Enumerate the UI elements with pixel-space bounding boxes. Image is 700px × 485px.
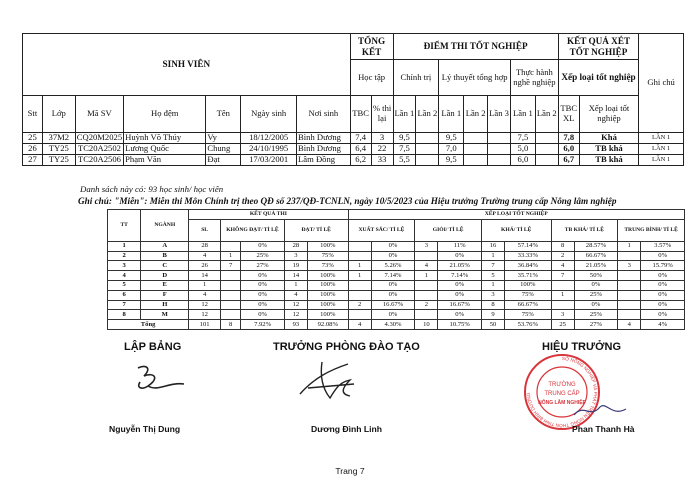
summary-cell: 11%: [438, 241, 481, 251]
summary-cell: 0%: [641, 280, 685, 290]
summary-cell: B: [141, 251, 189, 261]
summary-total-cell: 10: [415, 320, 438, 330]
cell-tbc: 6,2: [350, 155, 371, 166]
cell-tbcxl: 6,7: [558, 155, 579, 166]
summary-cell: 0%: [241, 241, 284, 251]
summary-cell: 7: [221, 261, 241, 271]
summary-cell: 26: [189, 261, 221, 271]
summary-cell: M: [141, 310, 189, 320]
summary-cell: 4: [108, 271, 141, 281]
col-tbc-xl: TBC XL: [558, 96, 579, 133]
summary-cell: 4: [551, 261, 574, 271]
col-xep-loai: Xếp loại tốt nghiệp: [579, 96, 639, 133]
summary-row: [108, 280, 685, 290]
summary-cell: 28: [284, 241, 307, 251]
summary-cell: 1: [348, 261, 371, 271]
summary-cell: 8: [551, 241, 574, 251]
cell-stt: 27: [23, 155, 43, 166]
summary-cell: 0%: [371, 251, 414, 261]
header-ket-qua: KẾT QUẢ XÉT TỐT NGHIỆP: [558, 34, 639, 60]
cell-lop: 37M2: [42, 133, 75, 144]
summary-cell: 0%: [438, 290, 481, 300]
summary-cell: 100%: [308, 290, 349, 300]
summary-cell: 12: [189, 300, 221, 310]
summary-cell: 1: [348, 271, 371, 281]
summary-cell: 19: [284, 261, 307, 271]
cell-ct2: [416, 144, 439, 155]
summary-cell: 25%: [574, 310, 617, 320]
page-number: Trang 7: [335, 466, 365, 476]
sum-header-sl: SL: [189, 219, 221, 241]
cell-th2: [535, 155, 558, 166]
summary-cell: 28: [189, 241, 221, 251]
cell-ma: TC20A2502: [75, 144, 123, 155]
cell-lt3: [488, 133, 511, 144]
summary-cell: [221, 280, 241, 290]
cell-lt3: [488, 144, 511, 155]
summary-total-cell: 7.92%: [241, 320, 284, 330]
summary-cell: 75%: [505, 310, 551, 320]
summary-cell: 100%: [505, 280, 551, 290]
sum-header-kha: KHÁ/ TỈ LỆ: [481, 219, 551, 241]
summary-cell: [221, 271, 241, 281]
summary-cell: 1: [189, 280, 221, 290]
summary-cell: 12: [189, 310, 221, 320]
summary-cell: [618, 251, 641, 261]
summary-cell: 100%: [308, 271, 349, 281]
sum-header-xuat-sac: XUẤT SẮC/ TỈ LỆ: [348, 219, 415, 241]
stamp-line-3: NÔNG LÂM NGHIỆP: [538, 400, 586, 406]
cell-th1: 7,5: [510, 133, 535, 144]
summary-cell: 36.84%: [505, 261, 551, 271]
col-ma-sv: Mã SV: [75, 96, 123, 133]
summary-cell: 66.67%: [505, 300, 551, 310]
signature-right: [570, 395, 630, 425]
cell-tbcxl: 7,8: [558, 133, 579, 144]
summary-cell: 21.05%: [438, 261, 481, 271]
summary-cell: 4: [415, 261, 438, 271]
sum-header-ket-qua-thi: KẾT QUẢ THI: [189, 210, 348, 220]
col-th-lan2: Lần 2: [535, 96, 558, 133]
summary-cell: 100%: [308, 280, 349, 290]
summary-cell: 0%: [241, 280, 284, 290]
header-hoc-tap: Học tập: [350, 60, 393, 96]
summary-cell: [348, 251, 371, 261]
summary-cell: 0%: [438, 280, 481, 290]
col-ten: Tên: [206, 96, 241, 133]
sig-right-title: HIỆU TRƯỞNG: [542, 341, 622, 353]
summary-cell: 1: [481, 251, 504, 261]
cell-noi: Bình Dương: [297, 144, 351, 155]
summary-cell: 33.33%: [505, 251, 551, 261]
summary-cell: [221, 310, 241, 320]
cell-ma: TC20A2506: [75, 155, 123, 166]
cell-ten: Đạt: [206, 155, 241, 166]
sum-header-tt: TT: [108, 210, 141, 242]
summary-cell: 73%: [308, 261, 349, 271]
summary-total-cell: 4: [618, 320, 641, 330]
summary-cell: 1: [221, 251, 241, 261]
summary-cell: E: [141, 280, 189, 290]
cell-lt1: 9,5: [439, 133, 464, 144]
summary-cell: [415, 310, 438, 320]
cell-lt1: 7,0: [439, 144, 464, 155]
summary-total-cell: 27%: [574, 320, 617, 330]
summary-cell: 1: [415, 271, 438, 281]
summary-cell: 4: [189, 290, 221, 300]
summary-cell: 16: [481, 241, 504, 251]
summary-cell: 0%: [641, 251, 685, 261]
summary-cell: [551, 300, 574, 310]
summary-cell: 8: [108, 310, 141, 320]
summary-cell: 4: [189, 251, 221, 261]
cell-th1: 6,0: [510, 155, 535, 166]
summary-cell: 8: [481, 300, 504, 310]
cell-ns: 18/12/2005: [241, 133, 297, 144]
summary-cell: 0%: [241, 271, 284, 281]
summary-cell: 7: [551, 271, 574, 281]
summary-cell: 0%: [438, 310, 481, 320]
summary-cell: 2: [348, 300, 371, 310]
header-ghi-chu: Ghi chú: [639, 34, 684, 133]
summary-total-cell: 53.76%: [505, 320, 551, 330]
cell-ho: Phạm Văn: [124, 155, 206, 166]
summary-cell: [618, 300, 641, 310]
summary-cell: 15.79%: [641, 261, 685, 271]
cell-tl: 33: [371, 155, 393, 166]
stamp-ring-text: SỞ NÔNG NGHIỆP VÀ PHÁT TRIỂN NÔNG THÔN TỈNH BÌNH DƯƠNG: [525, 355, 598, 429]
summary-cell: 0%: [241, 290, 284, 300]
summary-cell: [618, 310, 641, 320]
cell-noi: Lâm Đồng: [297, 155, 351, 166]
summary-total-cell: 93: [284, 320, 307, 330]
summary-cell: 3: [108, 261, 141, 271]
cell-ten: Vy: [206, 133, 241, 144]
summary-cell: 0%: [641, 290, 685, 300]
header-chinh-tri: Chính trị: [393, 60, 439, 96]
sum-header-dat: ĐẠT/ TỈ LỆ: [284, 219, 348, 241]
col-th-lan1: Lần 1: [510, 96, 535, 133]
sig-right-name: Phan Thanh Hà: [572, 424, 635, 434]
summary-row: [108, 251, 685, 261]
summary-cell: 27%: [241, 261, 284, 271]
cell-th1: 5,0: [510, 144, 535, 155]
cell-gc: LẦN 1: [639, 155, 684, 166]
summary-cell: 100%: [308, 241, 349, 251]
summary-cell: 50%: [574, 271, 617, 281]
summary-cell: 100%: [308, 300, 349, 310]
cell-xl: TB khá: [579, 144, 639, 155]
summary-cell: 0%: [574, 300, 617, 310]
summary-cell: 16.67%: [438, 300, 481, 310]
summary-cell: 57.14%: [505, 241, 551, 251]
cell-tbc: 6,4: [350, 144, 371, 155]
cell-lop: TY25: [42, 144, 75, 155]
summary-total-cell: 101: [189, 320, 221, 330]
summary-total-cell: 4: [348, 320, 371, 330]
table-row: [23, 155, 684, 166]
sum-header-nganh: NGÀNH: [141, 210, 189, 242]
header-sinh-vien: SINH VIÊN: [23, 34, 351, 96]
cell-stt: 26: [23, 144, 43, 155]
summary-cell: H: [141, 300, 189, 310]
sig-left-name: Nguyễn Thị Dung: [109, 424, 181, 434]
cell-ct1: 7,5: [393, 144, 416, 155]
col-stt: Stt: [23, 96, 43, 133]
summary-cell: [221, 241, 241, 251]
summary-cell: 3: [415, 241, 438, 251]
cell-th2: [535, 144, 558, 155]
summary-cell: 0%: [641, 300, 685, 310]
col-lt-lan3: Lần 3: [488, 96, 511, 133]
stamp-line-1: TRƯỜNG: [548, 382, 576, 388]
cell-lt2: [464, 144, 488, 155]
summary-cell: 14: [284, 271, 307, 281]
cell-tbcxl: 6,0: [558, 144, 579, 155]
summary-cell: 0%: [241, 310, 284, 320]
summary-row: [108, 300, 685, 310]
sum-header-xep-loai: XẾP LOẠI TỐT NGHIỆP: [348, 210, 684, 220]
summary-cell: [551, 280, 574, 290]
summary-cell: 12: [284, 310, 307, 320]
summary-cell: 1: [551, 290, 574, 300]
summary-table: [107, 209, 685, 330]
col-lt-lan1: Lần 1: [439, 96, 464, 133]
summary-cell: [221, 290, 241, 300]
summary-cell: [415, 280, 438, 290]
summary-total-cell: 4%: [641, 320, 685, 330]
cell-gc: LẦN 1: [639, 133, 684, 144]
summary-cell: 2: [415, 300, 438, 310]
summary-total-row: [108, 320, 685, 330]
summary-cell: 0%: [641, 310, 685, 320]
header-diem-thi: ĐIỂM THI TỐT NGHIỆP: [393, 34, 558, 60]
summary-total-cell: 8: [221, 320, 241, 330]
summary-cell: 9: [481, 310, 504, 320]
col-tbc: TBC: [350, 96, 371, 133]
sig-mid-name: Dương Đình Linh: [311, 424, 383, 434]
summary-row: [108, 290, 685, 300]
sum-header-khong-dat: KHÔNG ĐẠT/ TỈ LỆ: [221, 219, 285, 241]
summary-cell: [348, 290, 371, 300]
header-xep-loai-tn: Xếp loại tốt nghiệp: [558, 60, 639, 96]
summary-cell: 7.14%: [371, 271, 414, 281]
cell-tl: 22: [371, 144, 393, 155]
cell-ma: CQ20M2025: [76, 132, 123, 143]
summary-cell: 1: [108, 241, 141, 251]
summary-cell: 75%: [308, 251, 349, 261]
summary-cell: 7: [108, 300, 141, 310]
summary-cell: 1: [284, 280, 307, 290]
summary-cell: A: [141, 241, 189, 251]
summary-cell: 1: [481, 280, 504, 290]
cell-lt1: 9,5: [439, 155, 464, 166]
summary-total-cell: 92.08%: [308, 320, 349, 330]
summary-cell: [221, 300, 241, 310]
cell-ho: Lương Quốc: [124, 144, 206, 155]
header-ly-thuyet: Lý thuyết tổng hợp: [439, 60, 511, 96]
cell-xl: Khá: [579, 133, 639, 144]
cell-ct1: 9,5: [393, 133, 416, 144]
table-row: [23, 133, 684, 144]
summary-total-cell: 10.75%: [438, 320, 481, 330]
summary-cell: [415, 290, 438, 300]
summary-total-cell: 4.30%: [371, 320, 414, 330]
summary-cell: 3: [551, 310, 574, 320]
sum-header-gioi: GIỎI/ TỈ LỆ: [415, 219, 482, 241]
summary-cell: 3: [284, 251, 307, 261]
summary-cell: 28.57%: [574, 241, 617, 251]
summary-cell: 5.26%: [371, 261, 414, 271]
summary-total-cell: 50: [481, 320, 504, 330]
summary-cell: 66.67%: [574, 251, 617, 261]
cell-xl: TB khá: [579, 155, 639, 166]
cell-lt3: [488, 155, 511, 166]
summary-cell: [618, 280, 641, 290]
summary-cell: 0%: [438, 251, 481, 261]
summary-cell: 7: [481, 261, 504, 271]
summary-cell: 3: [618, 261, 641, 271]
cell-stt: 25: [23, 133, 43, 144]
col-ngay-sinh: Ngày sinh: [241, 96, 297, 133]
summary-cell: [618, 290, 641, 300]
sum-header-tb-kha: TB KHÁ/ TỈ LỆ: [551, 219, 618, 241]
summary-cell: 0%: [574, 280, 617, 290]
col-thi-lai: % thi lại: [371, 96, 393, 133]
signature-left: [130, 362, 190, 402]
summary-cell: 4: [284, 290, 307, 300]
col-noi-sinh: Nơi sinh: [297, 96, 351, 133]
summary-cell: 7.14%: [438, 271, 481, 281]
summary-cell: [415, 251, 438, 261]
summary-total-cell: 25: [551, 320, 574, 330]
graduation-results-table: [22, 33, 684, 166]
remark-note: Ghi chú: "Miễn": Miễn thi Môn Chính trị theo QĐ số 237/QĐ-TCNLN, ngày 10/5/2023 của Hiệu trưởng Trường trung cấp Nông lâm nghiệp: [78, 196, 617, 206]
summary-cell: C: [141, 261, 189, 271]
stamp-line-2: TRUNG CẤP: [544, 391, 580, 397]
cell-lt2: [464, 133, 488, 144]
col-ho-dem: Họ đệm: [124, 96, 206, 133]
summary-cell: 1: [618, 241, 641, 251]
summary-row: [108, 271, 685, 281]
summary-cell: 35.71%: [505, 271, 551, 281]
summary-cell: 5: [481, 271, 504, 281]
summary-total-label: Tổng: [108, 320, 189, 330]
summary-cell: 0%: [371, 280, 414, 290]
header-thuc-hanh: Thực hành nghề nghiệp: [510, 60, 558, 96]
sig-mid-title: TRƯỞNG PHÒNG ĐÀO TẠO: [273, 341, 420, 353]
summary-cell: 6: [108, 290, 141, 300]
cell-ten: Chung: [206, 144, 241, 155]
cell-lt2: [464, 155, 488, 166]
summary-cell: 0%: [641, 271, 685, 281]
list-count-note: Danh sách này có: 93 học sinh/ học viên: [80, 184, 224, 194]
summary-cell: 21.05%: [574, 261, 617, 271]
summary-cell: [348, 310, 371, 320]
summary-cell: 12: [284, 300, 307, 310]
summary-cell: 14: [189, 271, 221, 281]
col-lop: Lớp: [42, 96, 75, 133]
table-row: [23, 144, 684, 155]
summary-cell: 0%: [371, 241, 414, 251]
cell-gc: LẦN 1: [639, 144, 684, 155]
cell-th2: [535, 133, 558, 144]
cell-ns: 17/03/2001: [241, 155, 297, 166]
cell-ct1: 5,5: [393, 155, 416, 166]
cell-tl: 3: [371, 133, 393, 144]
summary-cell: 25%: [574, 290, 617, 300]
summary-cell: 16.67%: [371, 300, 414, 310]
col-ct-lan1: Lần 1: [393, 96, 416, 133]
cell-tbc: 7,4: [350, 133, 371, 144]
summary-cell: [348, 241, 371, 251]
cell-ct2: [416, 155, 439, 166]
col-ct-lan2: Lần 2: [416, 96, 439, 133]
cell-lop: TY25: [42, 155, 75, 166]
summary-cell: [618, 271, 641, 281]
summary-cell: 100%: [308, 310, 349, 320]
sig-left-title: LẬP BẢNG: [124, 341, 182, 353]
signature-mid: [290, 358, 380, 408]
summary-cell: 3.57%: [641, 241, 685, 251]
summary-cell: F: [141, 290, 189, 300]
summary-cell: 0%: [371, 310, 414, 320]
summary-cell: 0%: [241, 300, 284, 310]
cell-ct2: [416, 133, 439, 144]
summary-row: [108, 261, 685, 271]
col-lt-lan2: Lần 2: [464, 96, 488, 133]
summary-cell: 75%: [505, 290, 551, 300]
summary-cell: 3: [481, 290, 504, 300]
summary-cell: 5: [108, 280, 141, 290]
summary-cell: D: [141, 271, 189, 281]
summary-cell: 2: [108, 251, 141, 261]
summary-cell: [348, 280, 371, 290]
summary-row: [108, 310, 685, 320]
cell-ns: 24/10/1995: [241, 144, 297, 155]
summary-row: [108, 241, 685, 251]
cell-noi: Bình Dương: [297, 133, 351, 144]
cell-ho: Huỳnh Võ Thúy: [124, 133, 206, 144]
header-tong-ket: TỔNG KẾT: [350, 34, 393, 60]
sum-header-trung-binh: TRUNG BÌNH/ TỈ LỆ: [618, 219, 685, 241]
summary-cell: 0%: [371, 290, 414, 300]
summary-cell: 25%: [241, 251, 284, 261]
summary-cell: 2: [551, 251, 574, 261]
